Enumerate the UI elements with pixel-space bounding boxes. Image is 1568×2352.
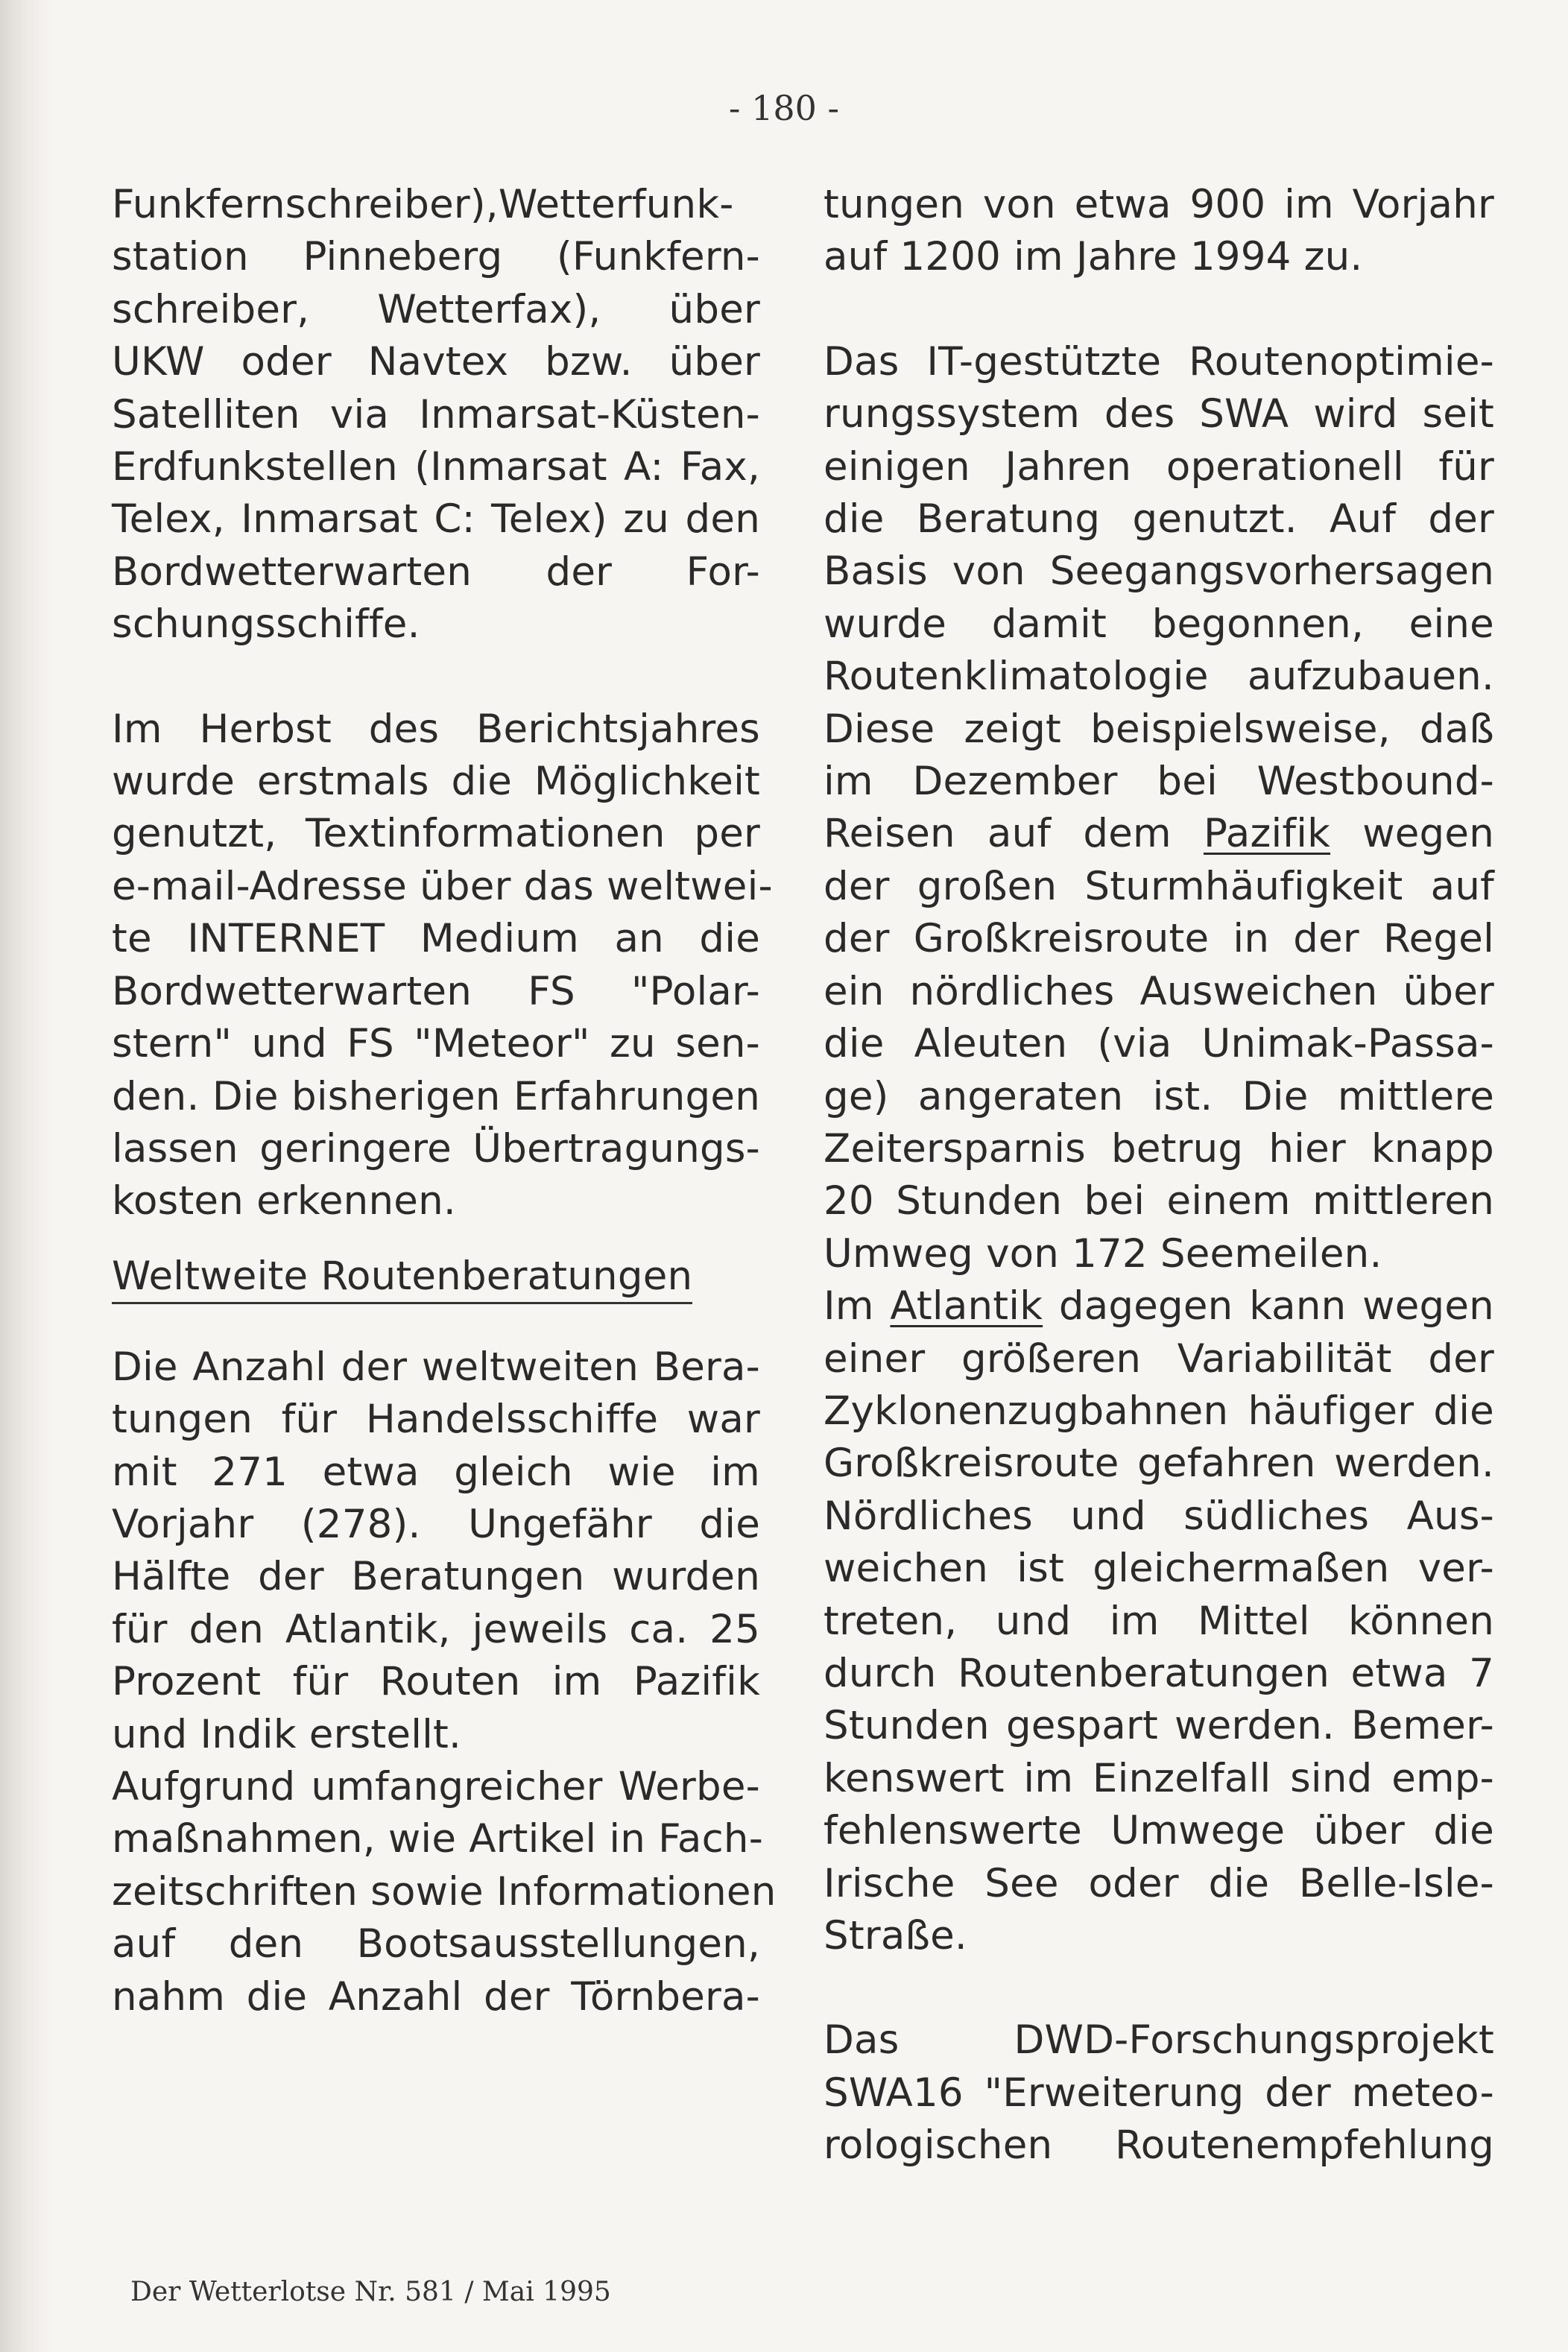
text-line: tungen für Handelsschiffe war <box>112 1397 760 1443</box>
paragraph-transmission-channels <box>112 179 760 651</box>
text-line: genutzt, Textinformationen per <box>112 811 760 857</box>
text-line: Großkreisroute gefahren werden. <box>823 1441 1494 1487</box>
page-binding-shadow <box>0 0 52 2352</box>
text-line: Diese zeigt beispielsweise, daß <box>823 706 1494 752</box>
text-line: rologischen Routenempfehlung <box>823 2122 1494 2169</box>
text-line: Funkfernschreiber),Wetterfunk- <box>112 182 734 227</box>
text-line: auf 1200 im Jahre 1994 zu. <box>823 234 1363 280</box>
text-line: fehlenswerte Umwege über die <box>823 1808 1494 1854</box>
text-line: wurde erstmals die Möglichkeit <box>112 759 760 805</box>
text-line: die Aleuten (via Unimak-Passa- <box>823 1021 1494 1067</box>
text-line: für den Atlantik, jeweils ca. 25 <box>112 1606 760 1652</box>
text-line: Satelliten via Inmarsat-Küsten- <box>112 391 760 437</box>
underlined-word-atlantic: Atlantik <box>890 1283 1043 1330</box>
text-line: Zeitersparnis betrug hier knapp <box>823 1125 1494 1172</box>
text-line: auf den Bootsausstellungen, <box>112 1921 760 1967</box>
text-line: ge) angeraten ist. Die mittlere <box>823 1073 1494 1119</box>
text-line: Aufgrund umfangreicher Werbe- <box>112 1763 760 1809</box>
text-line: ein nördliches Ausweichen über <box>823 968 1494 1014</box>
text-line: zeitschriften sowie Informationen <box>112 1868 777 1915</box>
text-line: kenswert im Einzelfall sind emp- <box>823 1755 1494 1801</box>
text-fragment: dagegen kann wegen <box>1043 1283 1494 1330</box>
right-column <box>823 179 1494 2172</box>
paragraph-consultation-count <box>112 1341 760 1761</box>
text-fragment: wegen <box>1330 811 1494 857</box>
footer-publication: Der Wetterlotse Nr. 581 / Mai 1995 <box>130 2277 611 2307</box>
text-line: station Pinneberg (Funkfern- <box>112 234 760 280</box>
text-line: rungssystem des SWA wird seit <box>823 391 1494 437</box>
text-line: Prozent für Routen im Pazifik <box>112 1659 760 1705</box>
text-line: Bordwetterwarten der For- <box>112 549 760 595</box>
section-heading-text: Weltweite Routenberatungen <box>112 1254 692 1304</box>
section-heading <box>112 1251 760 1304</box>
text-line: e-mail-Adresse über das weltwei- <box>112 863 773 909</box>
left-column <box>112 179 777 2023</box>
text-line: Routenklimatologie aufzubauen. <box>823 654 1494 700</box>
paragraph-advertising <box>112 1761 777 2023</box>
text-line: einigen Jahren operationell für <box>823 443 1494 490</box>
text-line: weichen ist gleichermaßen ver- <box>823 1546 1494 1592</box>
text-line: lassen geringere Übertragungs- <box>112 1125 760 1172</box>
text-line: mit 271 etwa gleich wie im <box>112 1449 760 1495</box>
text-line: Umweg von 172 Seemeilen. <box>823 1230 1382 1277</box>
text-line: maßnahmen, wie Artikel in Fach- <box>112 1816 764 1862</box>
text-line: te INTERNET Medium an die <box>112 916 760 962</box>
paragraph-yacht-consultations <box>823 179 1494 284</box>
text-line: der Großkreisroute in der Regel <box>823 916 1494 962</box>
text-line-atlantic <box>823 1280 1494 1333</box>
text-line: Stunden gespart werden. Bemer- <box>823 1703 1494 1749</box>
text-line: Vorjahr (278). Ungefähr die <box>112 1501 760 1547</box>
text-line: Telex, Inmarsat C: Telex) zu den <box>112 496 760 543</box>
text-line: Im Herbst des Berichtsjahres <box>112 706 760 752</box>
text-line: nahm die Anzahl der Törnbera- <box>112 1973 760 2020</box>
text-line: kosten erkennen. <box>112 1178 456 1224</box>
text-line: einer größeren Variabilität der <box>823 1335 1494 1382</box>
text-line: Zyklonenzugbahnen häufiger die <box>823 1388 1494 1434</box>
text-line: wurde damit begonnen, eine <box>823 601 1494 647</box>
text-line: im Dezember bei Westbound- <box>823 759 1494 805</box>
text-line: und Indik erstellt. <box>112 1711 462 1757</box>
paragraph-atlantic-routes <box>823 1280 1494 1962</box>
text-line: schreiber, Wetterfax), über <box>112 286 760 332</box>
text-line: Basis von Seegangsvorhersagen <box>823 549 1494 595</box>
text-fragment: Im <box>823 1283 891 1330</box>
text-line: Nördliches und südliches Aus- <box>823 1493 1494 1539</box>
text-line: die Beratung genutzt. Auf der <box>823 496 1494 543</box>
text-line: tungen von etwa 900 im Vorjahr <box>823 182 1494 227</box>
text-line: Das DWD-Forschungsprojekt <box>823 2017 1494 2064</box>
text-line: UKW oder Navtex bzw. über <box>112 339 760 385</box>
paragraph-internet-trial <box>112 704 773 1228</box>
text-line: Die Anzahl der weltweiten Bera- <box>112 1344 760 1390</box>
text-line: durch Routenberatungen etwa 7 <box>823 1650 1494 1696</box>
text-line: Das IT-gestützte Routenoptimie- <box>823 338 1494 385</box>
text-fragment: Reisen auf dem <box>823 811 1204 857</box>
paragraph-route-optimization <box>823 336 1494 1280</box>
text-line-pacific <box>823 808 1494 860</box>
text-line: schungsschiffe. <box>112 601 420 648</box>
text-line: der großen Sturmhäufigkeit auf <box>823 863 1494 909</box>
text-line: treten, und im Mittel können <box>823 1598 1494 1644</box>
text-line: Hälfte der Beratungen wurden <box>112 1554 760 1600</box>
underlined-word-pacific: Pazifik <box>1203 811 1331 857</box>
text-line: Erdfunkstellen (Inmarsat A: Fax, <box>112 444 760 490</box>
text-line: Irische See oder die Belle-Isle- <box>823 1860 1494 1906</box>
text-line: SWA16 "Erweiterung der meteo- <box>823 2070 1494 2116</box>
paragraph-research-project <box>823 2014 1494 2172</box>
text-line: den. Die bisherigen Erfahrungen <box>112 1073 760 1119</box>
text-line: stern" und FS "Meteor" zu sen- <box>112 1021 760 1067</box>
text-line: Bordwetterwarten FS "Polar- <box>112 968 760 1014</box>
page-number: - 180 - <box>728 88 840 128</box>
text-line: Straße. <box>823 1913 967 1959</box>
text-line: 20 Stunden bei einem mittleren <box>823 1178 1494 1224</box>
